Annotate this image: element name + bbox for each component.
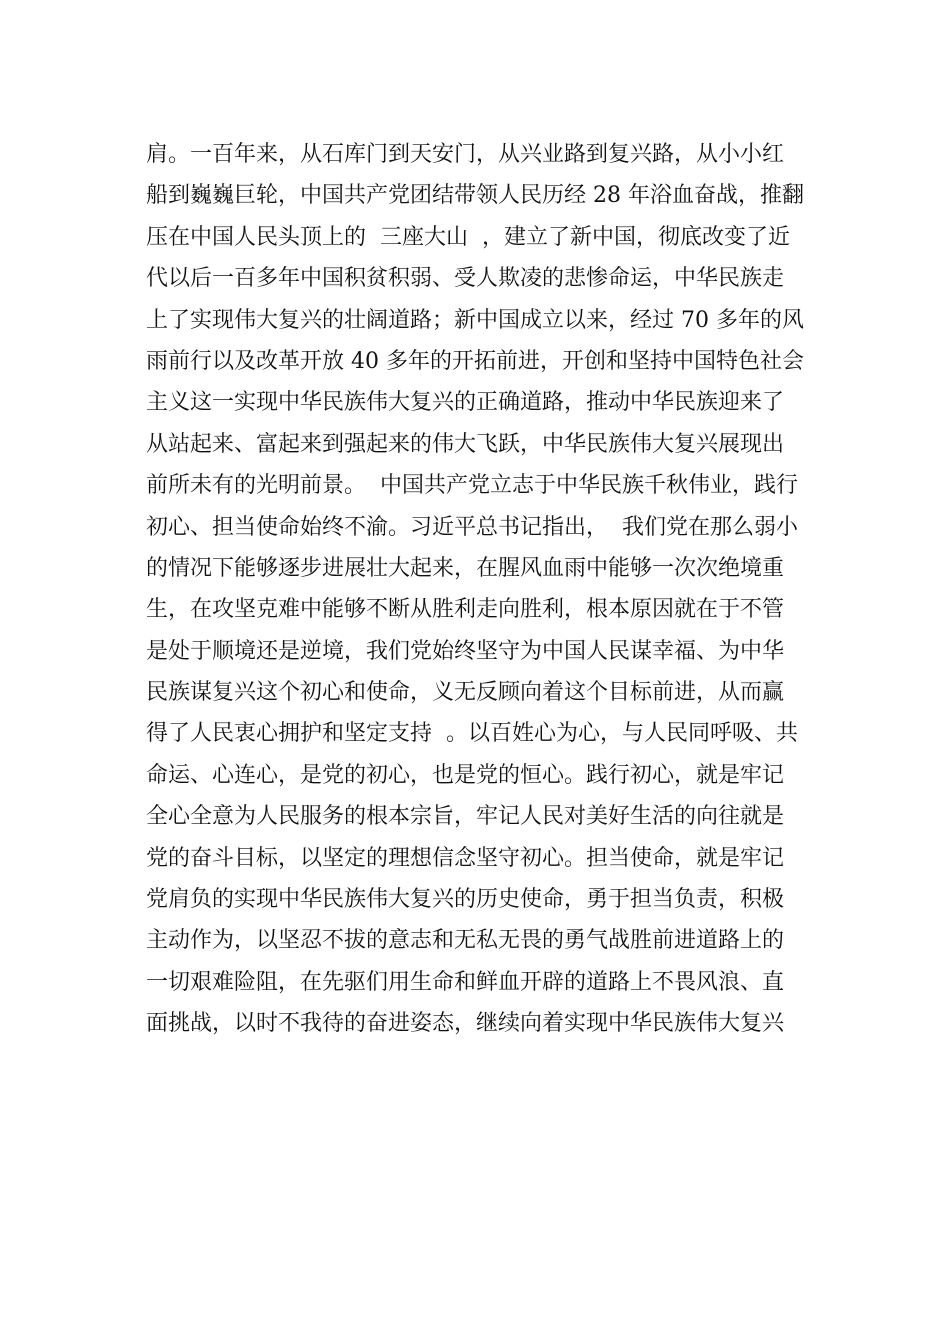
text-line: 代以后一百多年中国积贫积弱、受人欺凌的悲惨命运，中华民族走 (146, 266, 785, 292)
text-line: 压在中国人民头顶上的 三座大山 ，建立了新中国，彻底改变了近 (146, 224, 790, 250)
text-line: 得了人民衷心拥护和坚定支持 。以百姓心为心，与人民同呼吸、共 (146, 721, 798, 747)
text-line: 全心全意为人民服务的根本宗旨，牢记人民对美好生活的向往就是 (146, 804, 785, 830)
text-line: 主动作为，以坚忍不拔的意志和无私无畏的勇气战胜前进道路上的 (146, 928, 785, 954)
text-line: 命运、心连心，是党的初心，也是党的恒心。践行初心，就是牢记 (146, 762, 785, 788)
text-line: 船到巍巍巨轮，中国共产党团结带领人民历经 28 年浴血奋战，推翻 (146, 183, 804, 209)
text-line: 民族谋复兴这个初心和使命，义无反顾向着这个目标前进，从而赢 (146, 680, 785, 706)
text-line: 一切艰难险阻，在先驱们用生命和鲜血开辟的道路上不畏风浪、直 (146, 969, 785, 995)
text-line: 从站起来、富起来到强起来的伟大飞跃，中华民族伟大复兴展现出 (146, 431, 785, 457)
text-line: 上了实现伟大复兴的壮阔道路；新中国成立以来，经过 70 多年的风 (146, 307, 804, 333)
text-line: 肩。一百年来，从石库门到天安门，从兴业路到复兴路，从小小红 (146, 142, 785, 167)
text-line: 前所未有的光明前景。 中国共产党立志于中华民族千秋伟业，践行 (146, 473, 798, 499)
text-line: 主义这一实现中华民族伟大复兴的正确道路，推动中华民族迎来了 (146, 390, 785, 416)
text-line: 是处于顺境还是逆境，我们党始终坚守为中国人民谋幸福、为中华 (146, 638, 785, 664)
text-line: 党肩负的实现中华民族伟大复兴的历史使命，勇于担当负责，积极 (146, 887, 785, 913)
text-line: 生，在攻坚克难中能够不断从胜利走向胜利，根本原因就在于不管 (146, 597, 785, 623)
text-line: 党的奋斗目标，以坚定的理想信念坚守初心。担当使命，就是牢记 (146, 845, 785, 871)
text-line: 雨前行以及改革开放 40 多年的开拓前进，开创和坚持中国特色社会 (146, 348, 804, 374)
text-line: 面挑战，以时不我待的奋进姿态，继续向着实现中华民族伟大复兴 (146, 1011, 785, 1037)
text-line: 初心、担当使命始终不渝。习近平总书记指出， 我们党在那么弱小 (146, 514, 798, 540)
body-text (146, 134, 816, 1045)
text-line: 的情况下能够逐步进展壮大起来，在腥风血雨中能够一次次绝境重 (146, 555, 785, 581)
